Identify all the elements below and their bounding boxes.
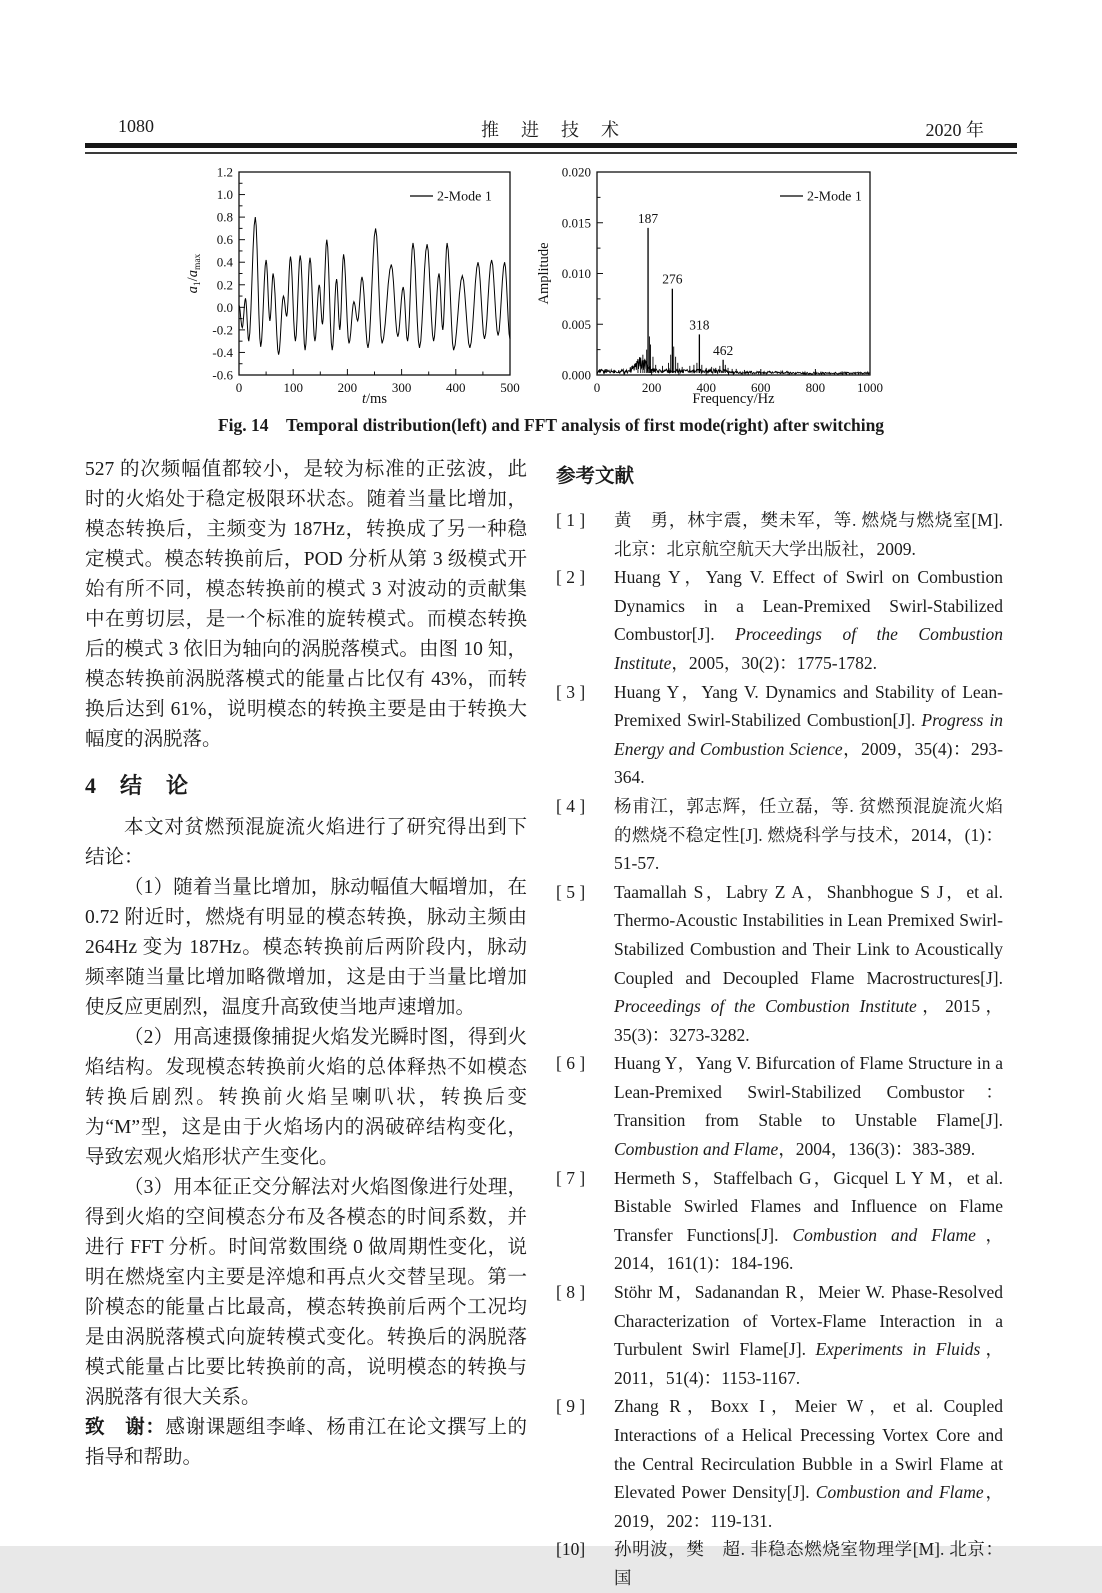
svg-text:400: 400 [696, 380, 716, 395]
svg-text:0.010: 0.010 [561, 266, 591, 281]
svg-text:400: 400 [446, 380, 466, 395]
reference-item [556, 878, 1003, 1050]
reference-text: Huang Y，Yang V. Bifurcation of Flame Structure in a Lean-Premixed Swirl-Stabilized Combustor：Transition from Stable to Unstable Flame[J]. Combustion and Flame，2004，136(3)：383-389. [614, 1053, 1003, 1160]
reference-item [556, 1535, 1003, 1592]
svg-text:187: 187 [637, 210, 659, 226]
reference-text: Hermeth S，Staffelbach G，Gicquel L Y M，et al. Bistable Swirled Flames and Influence on Flame Transfer Functions[J]. Combustion and Flame，2014，161(1)：184-196. [614, 1167, 1004, 1274]
svg-text:0.0: 0.0 [216, 299, 233, 315]
svg-text:-0.6: -0.6 [212, 367, 233, 383]
svg-text:300: 300 [391, 380, 412, 395]
reference-number: [ 3 ] [556, 681, 586, 702]
reference-item [556, 506, 1003, 563]
references-heading: 参考文献 [556, 466, 635, 487]
reference-text: Taamallah S，Labry Z A，Shanbhogue S J，et al. Thermo-Acoustic Instabilities in Lean Premixed Swirl-Stabilized Combustion and Their Link to Acoustically Coupled and Decoupled Flame Macrostructures[J]. Proceedings of the Combustion Institute，2015，35(3)：3273-3282. [614, 881, 1003, 1045]
reference-item [556, 1049, 1003, 1163]
svg-text:0.2: 0.2 [216, 277, 233, 293]
reference-number: [10] [556, 1539, 586, 1560]
reference-text: 黄 勇，林宇震，樊未军，等. 燃烧与燃烧室[M]. 北京：北京航空航天大学出版社，2009. [614, 510, 1003, 559]
svg-text:0.000: 0.000 [561, 367, 591, 383]
conclusion-item-1: （1）随着当量比增加，脉动幅值大幅增加，在 0.72 附近时，燃烧有明显的模态转换，脉动主频由 264Hz 变为 187Hz。模态转换前后两阶段内，脉动频率随当量比增加略微增加，这是由于当量比增加使反应更剧烈，温度升高致使当地声速增加。 [85, 877, 527, 1018]
reference-item [556, 792, 1003, 878]
reference-text: Stöhr M，Sadanandan R，Meier W. Phase-Resolved Characterization of Vortex-Flame Interaction in a Turbulent Swirl Flame[J]. Experiments in Fluids，2011，51(4)：1153-1167. [614, 1282, 1004, 1388]
svg-text:Amplitude: Amplitude [536, 242, 552, 305]
svg-text:-0.4: -0.4 [212, 344, 233, 360]
header-year: 2020 年 [925, 120, 984, 140]
page-number: 1080 [118, 116, 154, 136]
reference-number: [ 6 ] [556, 1053, 586, 1074]
header-rule-thick [85, 143, 1017, 148]
svg-text:276: 276 [662, 271, 683, 287]
reference-item [556, 1392, 1003, 1535]
body-paragraph: 527 的次频幅值都较小，是较为标准的正弦波，此时的火焰处于稳定极限环状态。随着当量比增加，模态转换后，主频变为 187Hz，转换成了另一种稳定模式。模态转换前后，POD 分析从第 3 级模式开始有所不同，模态转换前的模式 3 对波动的贡献集中在剪切层，是一个标准的旋转模式。而模态转换后的模式 3 依旧为轴向的涡脱落模式。由图 10 知，模态转换前涡脱落模式的能量占比仅有 43%，而转换后达到 61%，说明模态的转换主要是由于转换大幅度的涡脱落。 [85, 459, 527, 750]
reference-text: 孙明波，樊 超. 非稳态燃烧室物理学[M]. 北京：国 [614, 1539, 1003, 1588]
svg-text:0.015: 0.015 [561, 215, 591, 231]
reference-text: Zhang R，Boxx I，Meier W，et al. Coupled Interactions of a Helical Precessing Vortex Core and the Central Recirculation Bubble in a Swirl Flame at Elevated Power Density[J]. Combustion and Flame，2019，202：119-131. [614, 1396, 1003, 1531]
references-list [556, 506, 1003, 1593]
journal-title: 推 进 技 术 [481, 120, 621, 140]
conclusion-item-3: （3）用本征正交分解法对火焰图像进行处理，得到火焰的空间模态分布及各模态的时间系数，并进行 FFT 分析。时间常数围绕 0 做周期性变化，说明在燃烧室内主要是淬熄和再点火交替呈现。第一阶模态的能量占比最高，模态转换前后两个工况均是由涡脱落模式向旋转模式变化。转换后的涡脱落模式能量占比要比转换前的高，说明模态的转换与涡脱落有很大关系。 [85, 1177, 527, 1408]
svg-text:2-Mode 1: 2-Mode 1 [807, 189, 862, 205]
conclusion-item-2: （2）用高速摄像捕捉火焰发光瞬时图，得到火焰结构。发现模态转换前火焰的总体释热不如模态转换后剧烈。转换前火焰呈喇叭状，转换后变为“M”型，这是由于火焰场内的涡破碎结构变化，导致宏观火焰形状产生变化。 [85, 1027, 527, 1168]
reference-text: 杨甫江，郭志辉，任立磊，等. 贫燃预混旋流火焰的燃烧不稳定性[J]. 燃烧科学与技术，2014，(1)：51-57. [614, 795, 1003, 874]
reference-text: Huang Y，Yang V. Effect of Swirl on Combustion Dynamics in a Lean-Premixed Swirl-Stabilized Combustor[J]. Proceedings of the Combustion Institute，2005，30(2)：1775-1782. [614, 567, 1004, 673]
left-text-column [85, 455, 527, 1473]
reference-number: [ 7 ] [556, 1167, 586, 1188]
acknowledgement [85, 1413, 527, 1473]
references-column [556, 462, 1003, 1593]
svg-text:0: 0 [235, 380, 243, 395]
reference-number: [ 1 ] [556, 510, 586, 530]
reference-item [556, 1164, 1003, 1278]
acknowledgement-text: 感谢课题组李峰、杨甫江在论文撰写上的指导和帮助。 [85, 1417, 527, 1468]
svg-text:1.2: 1.2 [216, 164, 233, 180]
temporal-distribution-plot [183, 166, 538, 411]
svg-text:-0.2: -0.2 [212, 322, 233, 338]
reference-text: Huang Y，Yang V. Dynamics and Stability of Lean-Premixed Swirl-Stabilized Combustion[J]. Progress in Energy and Combustion Science，2009，35(4)：293-364. [614, 681, 1003, 788]
svg-text:0.6: 0.6 [216, 232, 233, 248]
reference-item [556, 1278, 1003, 1392]
section-heading-conclusion: 4 结 论 [85, 773, 190, 798]
svg-text:500: 500 [500, 380, 520, 395]
svg-text:0.020: 0.020 [561, 164, 591, 180]
svg-text:200: 200 [337, 380, 358, 395]
svg-text:a1/amax: $a_1/a_{max}$ [185, 253, 203, 294]
svg-text:0: 0 [593, 380, 601, 395]
svg-text:318: 318 [689, 317, 710, 333]
svg-text:0.8: 0.8 [216, 209, 233, 225]
fft-analysis-plot [532, 166, 900, 411]
svg-text:1000: 1000 [857, 380, 883, 395]
svg-text:200: 200 [641, 380, 662, 395]
svg-text:0.4: 0.4 [216, 254, 233, 270]
figure-caption: Fig. 14 Temporal distribution(left) and FFT analysis of first mode(right) after switching [217, 415, 885, 435]
svg-text:462: 462 [713, 342, 734, 358]
reference-item [556, 678, 1003, 792]
reference-item [556, 563, 1003, 677]
reference-number: [ 9 ] [556, 1396, 586, 1417]
svg-text:0.005: 0.005 [561, 316, 591, 332]
reference-number: [ 8 ] [556, 1282, 586, 1303]
svg-text:2-Mode 1: 2-Mode 1 [437, 189, 492, 205]
acknowledgement-label: 致 谢： [85, 1417, 166, 1438]
reference-number: [ 4 ] [556, 795, 586, 816]
reference-number: [ 2 ] [556, 567, 586, 588]
svg-text:100: 100 [283, 380, 303, 395]
header-rule-thin [85, 152, 1017, 154]
reference-number: [ 5 ] [556, 881, 586, 902]
svg-text:600: 600 [751, 380, 771, 395]
svg-text:1.0: 1.0 [216, 187, 233, 203]
svg-text:t/ms: t/ms [362, 391, 387, 407]
svg-text:Frequency/Hz: Frequency/Hz [692, 391, 775, 407]
body-paragraph: 本文对贫燃预混旋流火焰进行了研究得出到下结论： [85, 817, 527, 868]
svg-text:800: 800 [805, 380, 826, 395]
